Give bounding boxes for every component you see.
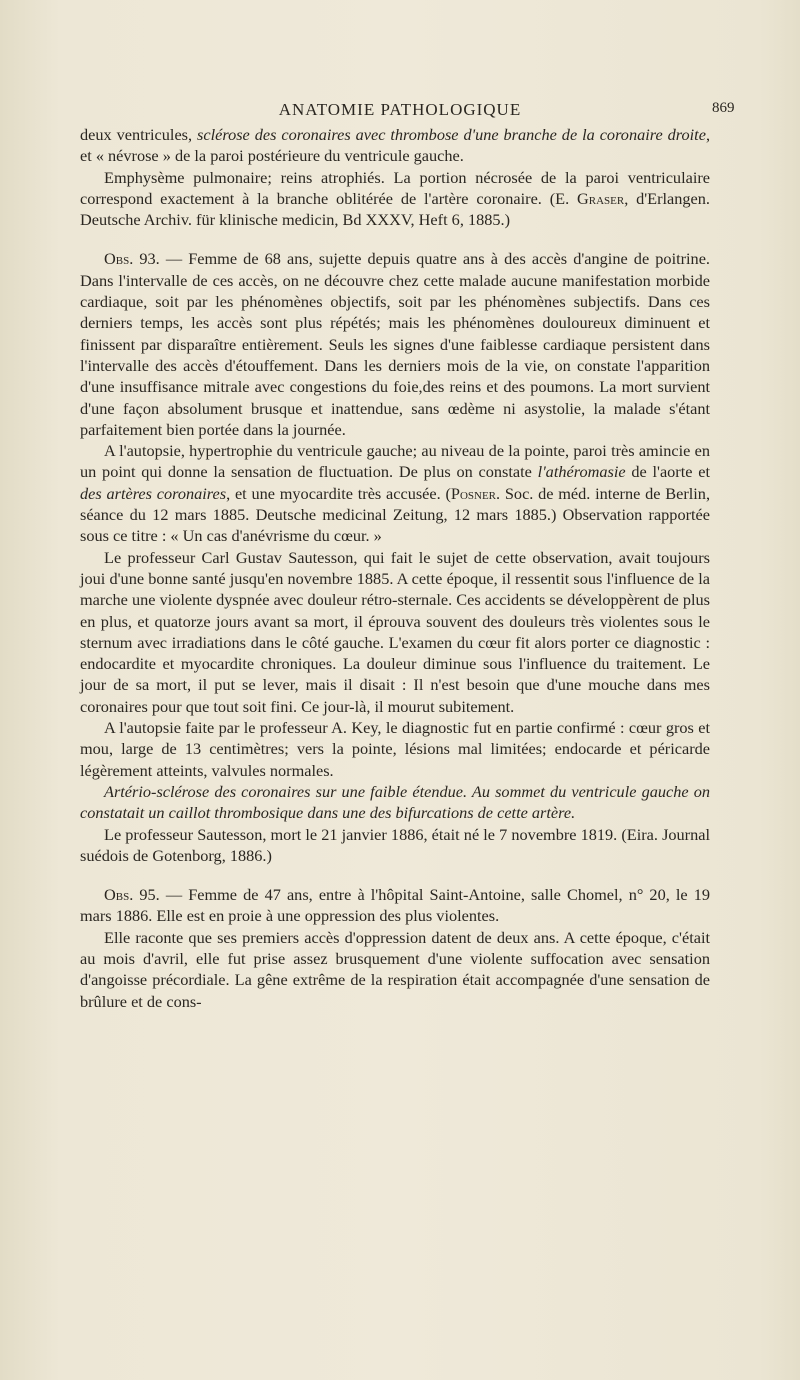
text-run: . 95. — Femme de 47 ans, entre à l'hôpital Saint-Antoine, salle Chomel, n° 20, le 19 mars 1886. Elle est en proie à une oppression des plus violentes. xyxy=(80,885,710,926)
text-run: , d'Erlangen. Deutsche Archiv. für klinische medicin, Bd XXXV, Heft 6, 1885.) xyxy=(80,188,710,230)
paragraph xyxy=(80,248,710,440)
paragraph xyxy=(80,781,710,824)
text-run: Elle raconte que ses premiers accès d'oppression datent de deux ans. A cette époque, c'était au mois d'avril, elle fut prise assez brusquement d'une violente suffocation avec sensation d'angoisse précordiale. La gêne extrême de la respiration était accompagnée d'une sensation de brûlure et de cons- xyxy=(80,927,710,1011)
text-run: deux ventricules, xyxy=(80,125,198,144)
small-caps-text: Obs xyxy=(104,249,130,269)
paragraph xyxy=(80,717,710,781)
text-run: . Soc. de méd. interne de Berlin, séance du 12 mars 1885. Deutsche medicinal Zeitung, 12 mars 1885.) Observation rapportée sous ce titre : « Un cas d'anévrisme du cœur. » xyxy=(80,483,711,546)
text-run: Le professeur Sautesson, mort le 21 janvier 1886, était né le 7 novembre 1819. (Eira. Journal suédois de Gotenborg, 1886.) xyxy=(80,824,710,865)
paragraph xyxy=(80,884,710,927)
small-caps-text: Obs xyxy=(104,885,130,905)
page-number: 869 xyxy=(712,100,735,116)
italic-text: sclérose des coronaires avec thrombose d'une branche de la coronaire droite xyxy=(197,125,706,144)
paragraph xyxy=(80,547,710,717)
page-body xyxy=(80,124,710,1012)
text-run: . 93. — Femme de 68 ans, sujette depuis quatre ans à des accès d'angine de poitrine. Dans l'intervalle de ces accès, on ne découvre chez cette malade aucune manifestation morbide cardiaque, soit par les phénomènes objectifs, soit par les phénomènes subjectifs. Dans ces derniers temps, les accès sont plus répétés; mais les phénomènes douloureux diminuent et finissent par disparaître entièrement. Seuls les signes d'une faiblesse cardiaque persistent dans l'intervalle des accès d'étouffement. Dans les derniers mois de la vie, on constate l'apparition d'une insuffisance mitrale avec congestions du foie,des reins et des poumons. La mort survient d'une façon absolument brusque et inattendue, sans œdème ni asystolie, la malade s'étant parfaitement bien portée dans la journée. xyxy=(80,249,710,439)
small-caps-text: Graser xyxy=(576,188,625,208)
italic-text: Artério-sclérose des coronaires sur une faible étendue. Au sommet du ventricule gauche on constatait un caillot thrombosique dans une des bifurcations de cette artère. xyxy=(80,781,710,823)
text-run: , et « névrose » de la paroi postérieure du ventricule gauche. xyxy=(80,125,711,166)
running-title: ANATOMIE PATHOLOGIQUE xyxy=(278,100,522,119)
text-run: , et une myocardite très accusée. ( xyxy=(226,483,451,503)
text-run: A l'autopsie, hypertrophie du ventricule gauche; au niveau de la pointe, paroi très amincie en un point qui donne la sensation de fluctuation. De plus on constate xyxy=(80,441,710,482)
paragraph xyxy=(80,927,710,1012)
paragraph xyxy=(80,824,710,867)
text-run: de l'aorte et xyxy=(625,462,711,482)
text-run: Emphysème pulmonaire; reins atrophiés. La portion nécrosée de la paroi ventriculaire correspond exactement à la branche oblitérée de l'artère coronaire. (E. xyxy=(80,167,710,208)
text-run: Le professeur Carl Gustav Sautesson, qui fait le sujet de cette observation, avait toujours joui d'une bonne santé jusqu'en novembre 1885. A cette époque, il ressentit sous l'influence de la marche une violente dyspnée avec douleur rétro-sternale. Ces accidents se développèrent de plus en plus, et quatorze jours avant sa mort, il éprouva souvent des douleurs très violentes sous le sternum avec irradiations dans le côté gauche. L'examen du cœur fit alors porter ce diagnostic : endocardite et myocardite chroniques. La douleur diminue sous l'influence du traitement. Le jour de sa mort, il put se lever, mais il disait : Il n'est besoin que d'une mouche dans mes coronaires pour que tout soit fini. Ce jour-là, il mourut subitement. xyxy=(80,547,710,716)
italic-text: l'athéromasie xyxy=(537,462,626,482)
paragraph xyxy=(80,124,710,167)
paragraph xyxy=(80,167,710,231)
small-caps-text: Posner xyxy=(450,483,497,503)
paragraph xyxy=(80,440,710,546)
italic-text: des artères coronaires xyxy=(80,483,227,503)
text-run: A l'autopsie faite par le professeur A. Key, le diagnostic fut en partie confirmé : cœur gros et mou, large de 13 centimètres; vers la pointe, lésions mal limitées; endocarde et péricarde légèrement atteints, valvules normales. xyxy=(80,718,710,780)
